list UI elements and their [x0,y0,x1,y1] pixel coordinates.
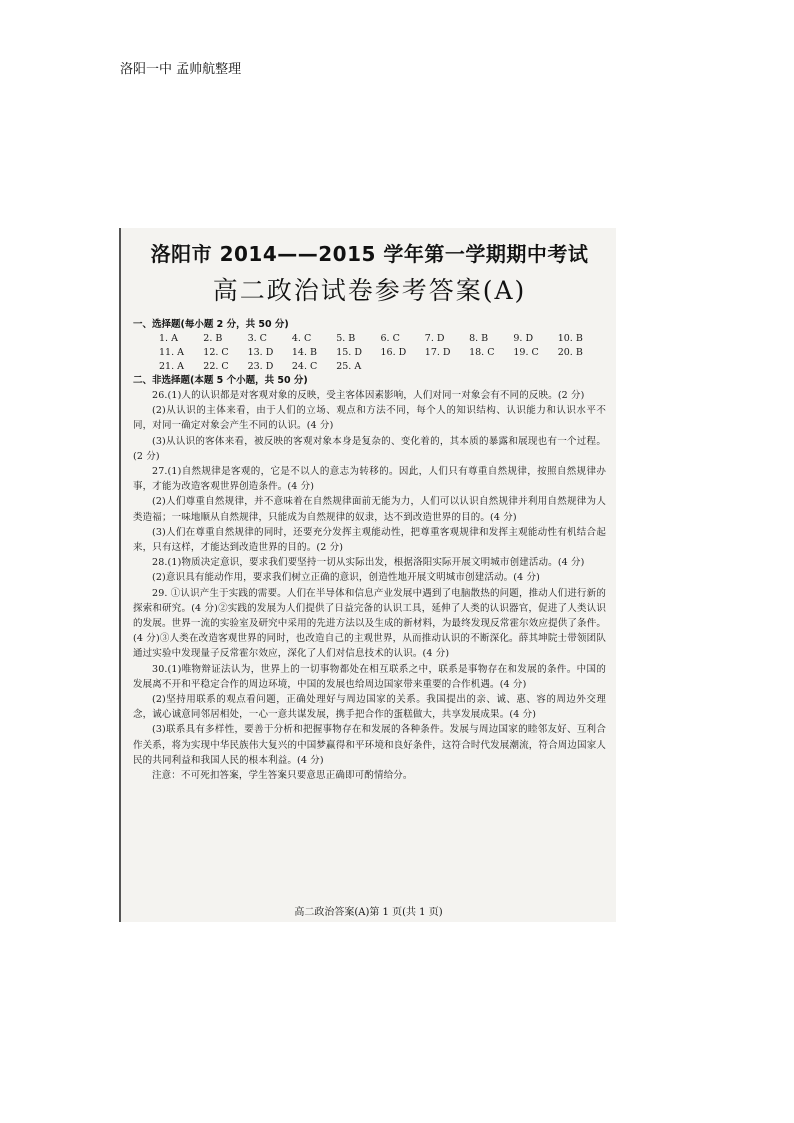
answer-key-title: 高二政治试卷参考答案(A) [212,276,527,305]
answer-paragraph: 27.(1)自然规律是客观的，它是不以人的意志为转移的。因此，人们只有尊重自然规律，按照自然规律办事，才能为改造客观世界创造条件。(4 分) [133,466,606,493]
scanned-answer-sheet [119,228,616,922]
answer-item: 11. A [159,347,184,358]
answer-paragraph: (2)从认识的主体来看，由于人们的立场、观点和方法不同，每个人的知识结构、认识能力和认识水平不同，对同一确定对象会产生不同的认识。(4 分) [133,405,606,432]
multiple-choice-answers [133,332,606,374]
answer-item: 25. A [336,361,362,372]
answer-item: 9. D [513,333,534,344]
answer-paragraph: 28.(1)物质决定意识，要求我们要坚持一切从实际出发，根据洛阳实际开展文明城市创建活动。(4 分) [152,557,585,569]
answer-paragraph: (3)从认识的客体来看，被反映的客观对象本身是复杂的、变化着的，其本质的暴露和展现也有一个过程。(2 分) [133,435,606,462]
section-free-response-heading: 二、非选择题(本题 5 个小题，共 50 分) [133,375,308,386]
answer-item: 7. D [424,333,445,344]
section-multiple-choice-heading: 一、选择题(每小题 2 分，共 50 分) [133,319,289,330]
answer-item: 5. B [336,333,356,344]
answer-item: 20. B [557,347,583,358]
answer-item: 1. A [159,333,178,344]
answer-paragraph: (2)意识具有能动作用，要求我们树立正确的意识，创造性地开展文明城市创建活动。(4 分) [152,572,541,584]
free-response-answers [133,388,606,783]
answer-item: 23. D [247,361,274,372]
answer-item: 18. C [469,347,495,358]
answer-item: 12. C [203,347,229,358]
answer-paragraph: 26.(1)人的认识都是对客观对象的反映，受主客体因素影响，人们对同一对象会有不同的反映。(2 分) [152,390,585,401]
answer-item: 24. C [291,361,318,372]
answer-item: 3. C [247,333,267,344]
answer-item: 13. D [247,347,274,358]
answer-item: 15. D [336,347,362,358]
answer-item: 14. B [291,347,317,358]
answer-paragraph: (2)坚持用联系的观点看问题，正确处理好与周边国家的关系。我国提出的亲、诚、惠、容的周边外交理念，诚心诚意同邻居相处，一心一意共谋发展，携手把合作的蛋糕做大，共享发展成果。(4 分) [133,694,606,721]
answer-item: 17. D [424,347,451,358]
answer-paragraph: 注意：不可死扣答案，学生答案只要意思正确即可酌情给分。 [152,770,413,782]
answer-item: 22. C [203,361,229,372]
answer-item: 21. A [159,361,184,372]
answer-item: 6. C [380,333,400,344]
answer-item: 8. B [469,333,489,344]
answer-item: 4. C [291,333,312,344]
answer-paragraph: 30.(1)唯物辩证法认为，世界上的一切事物都处在相互联系之中，联系是事物存在和发展的条件。中国的发展离不开和平稳定合作的周边环境，中国的发展也给周边国家带来重要的合作机遇。(4 分) [133,663,606,690]
page-footer: 高二政治答案(A)第 1 页(共 1 页) [294,907,443,918]
answer-paragraph: (2)人们尊重自然规律，并不意味着在自然规律面前无能为力，人们可以认识自然规律并利用自然规律为人类造福；一味地顺从自然规律，只能成为自然规律的奴隶，达不到改造世界的目的。(4 分) [133,496,606,523]
header-note: 洛阳一中 孟帅航整理 [120,62,242,77]
answer-item: 2. B [203,333,223,344]
answer-paragraph: (3)人们在尊重自然规律的同时，还要充分发挥主观能动性，把尊重客观规律和发挥主观能动性有机结合起来，只有这样，才能达到改造世界的目的。(2 分) [133,526,606,554]
answer-item: 10. B [557,333,583,344]
answer-paragraph: 29. ①认识产生于实践的需要。人们在半导体和信息产业发展中遇到了电脑散热的问题，推动人们进行新的探索和研究。(4 分)②实践的发展为人们提供了日益完备的认识工具，延伸了人类的认识器官，促进了人类认识的发展。世界一流的实验室及研究中采用的先进方法以及生成的新材料，为最终发现反常霍尔效应提供了条件。(4 分)③人类在改造客观世界的同时，也改造自己的主观世界，从而推动认识的不断深化。薛其坤院士带领团队通过实验中发现量子反常霍尔效应，深化了人们对信息技术的认识。(4 分) [133,587,606,660]
exam-title: 洛阳市 2014——2015 学年第一学期期中考试 [150,242,589,266]
answer-item: 19. C [513,347,539,358]
answer-item: 16. D [380,347,407,358]
answer-paragraph: (3)联系具有多样性，要善于分析和把握事物存在和发展的各种条件。发展与周边国家的睦邻友好、互利合作关系，将为实现中华民族伟大复兴的中国梦赢得和平环境和良好条件，这符合时代发展潮流，符合周边国家人民的共同利益和我国人民的根本利益。(4 分) [133,724,606,766]
